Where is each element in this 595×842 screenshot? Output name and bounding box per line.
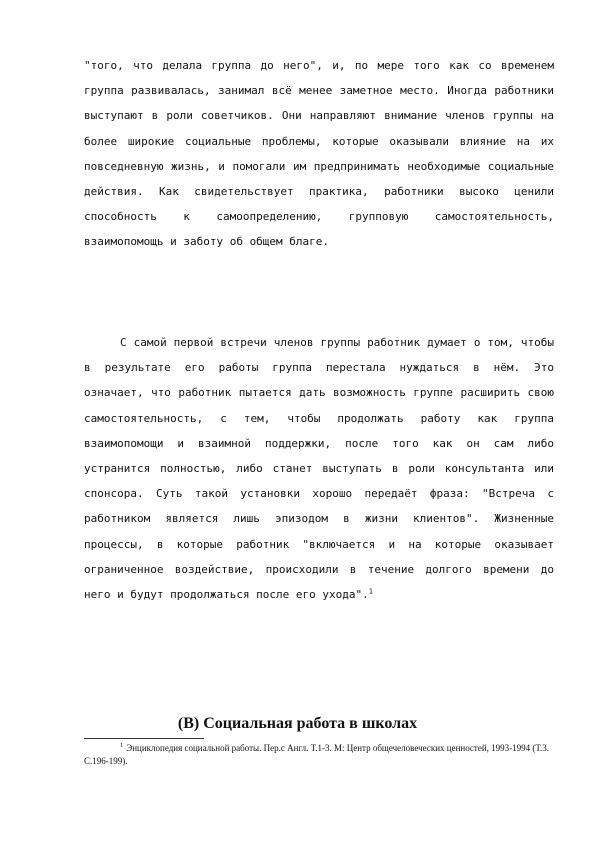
section-heading: (B) Социальная работа в школах — [177, 715, 418, 732]
paragraph-text-2 — [84, 330, 554, 607]
paragraph-text-1: "того, что делала группа до него", и, по мере того как со временем группа развивалась, занимал всё менее заметное место. Иногда работники выступают в роли советчиков. Они направляют внимание членов группы на более широкие социальные проблемы, которые оказывали влияние на их повседневную жизнь, и помогали им предпринимать необходимые социальные действия. Как свидетельствует практика, работники высоко ценили способность к самоопределению, групповую самостоятельность, взаимопомощь и заботу об общем благе. — [84, 59, 554, 249]
footnote-reference[interactable]: 1 — [368, 587, 373, 596]
body-paragraph-2 — [84, 330, 554, 607]
footnote-separator — [84, 738, 204, 739]
paragraph-2-text: С самой первой встречи членов группы работник думает о том, чтобы в результате его работы группа перестала нуждаться в нём. Это означает, что работник пытается дать возможность группе расширить свою самостоятельность, с тем, чтобы продолжать работу как группа взаимопомощи и взаимной поддержки, после того как он сам либо устранится полностью, либо станет выступать в роли консультанта или спонсора. Суть такой установки хорошо передаёт фраза: "Встреча с работником является лишь эпизодом в жизни клиентов". Жизненные процессы, в которые работник "включается и на которые оказывает ограниченное воздействие, происходили в течение долгого времени до него и будут продолжаться после его ухода". — [84, 336, 554, 602]
body-paragraph-1 — [84, 53, 554, 255]
footnote — [84, 742, 554, 768]
footnote-text: Энциклопедия социальной работы. Пер.с Англ. Т.1-3. М: Центр общечеловеческих ценностей, 1993-1994 (Т.3. С.196-199). — [84, 743, 550, 766]
footnote-number: 1 — [120, 742, 124, 749]
